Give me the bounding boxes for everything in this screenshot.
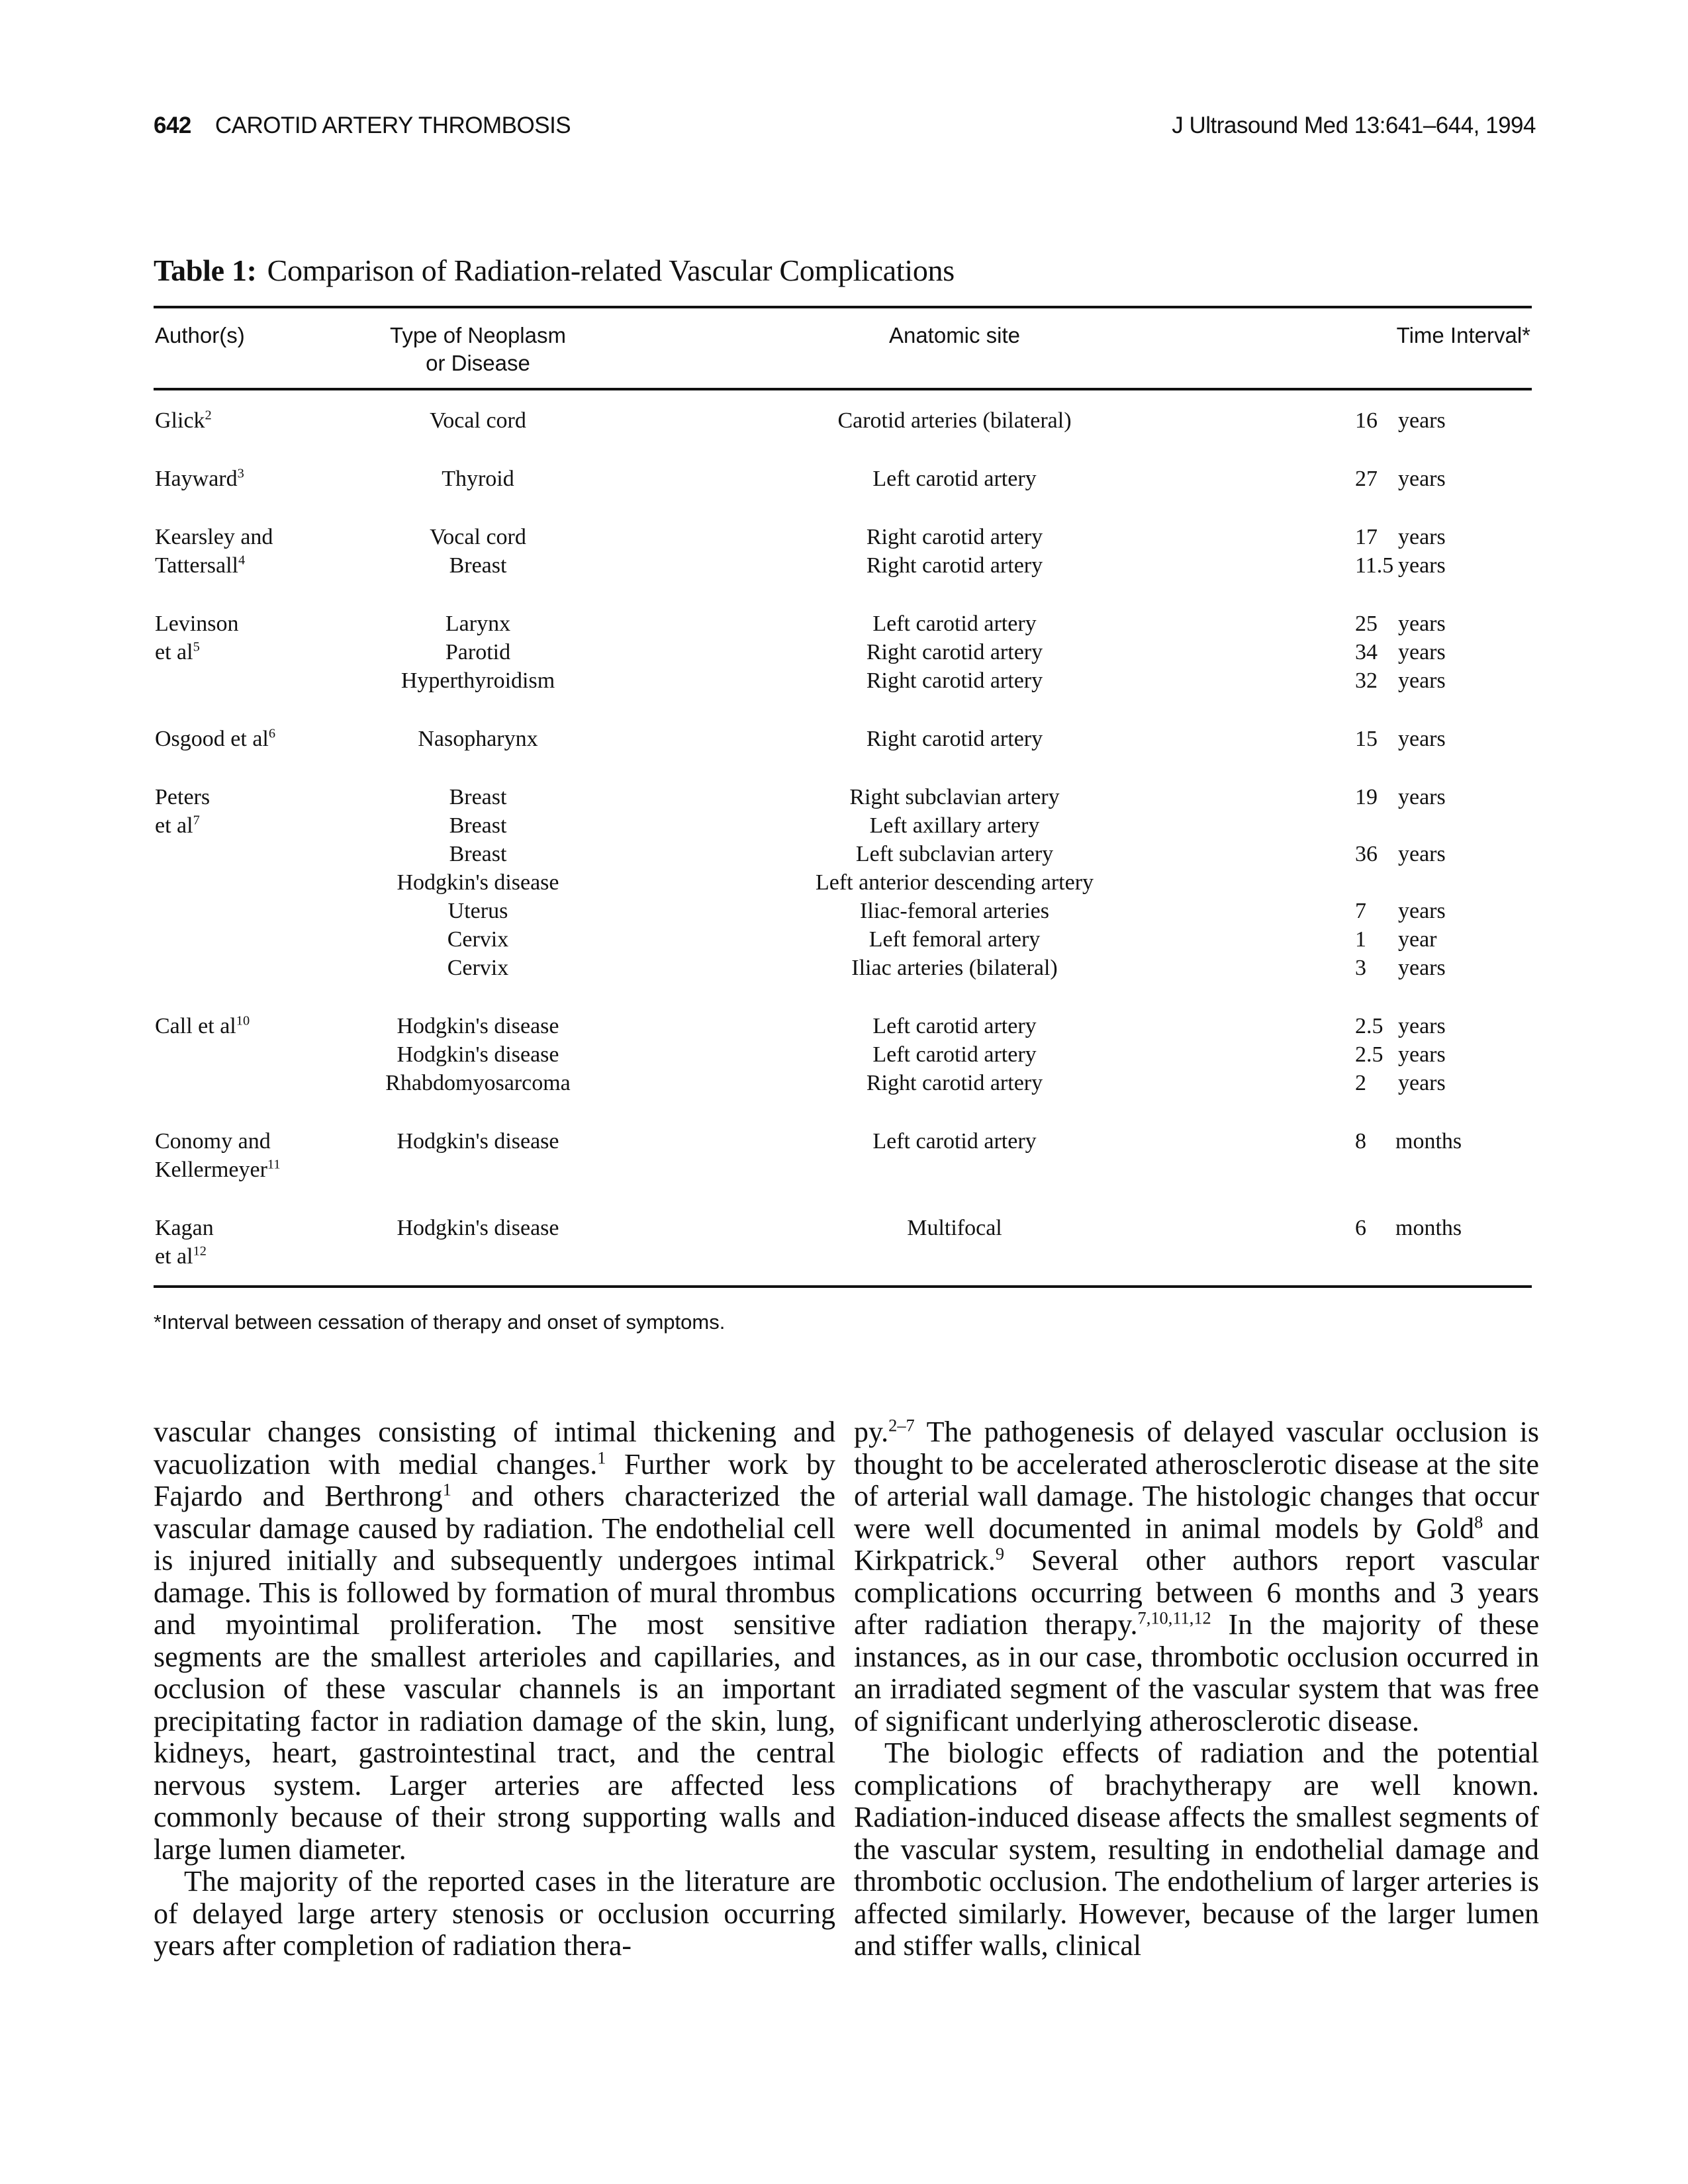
anatomic-site-cell: Left carotid artery: [872, 1129, 1037, 1154]
page-number: 642: [154, 113, 191, 138]
interval-value-cell: 11.5: [1355, 553, 1394, 578]
interval-unit-cell: years: [1398, 525, 1446, 549]
body-column-right: [854, 1416, 1539, 1962]
neoplasm-type-cell: Hodgkin's disease: [397, 1014, 559, 1038]
table-body: [154, 406, 1532, 1285]
header-type-line2: or Disease: [426, 351, 530, 375]
interval-value-cell: 27: [1355, 467, 1378, 491]
header-type-line1: Type of Neoplasm: [390, 323, 566, 347]
table-row-group: [154, 725, 1532, 753]
neoplasm-type-cell: Uterus: [447, 899, 508, 923]
anatomic-site-cell: Right carotid artery: [866, 553, 1043, 578]
neoplasm-type-cell: Thyroid: [442, 467, 514, 491]
anatomic-site-cell: Left anterior descending artery: [815, 870, 1094, 895]
interval-value-cell: 3: [1355, 956, 1366, 980]
author-cell: et $al^7$: [155, 813, 200, 838]
interval-value-cell: 16: [1355, 408, 1378, 433]
table-row: [154, 1069, 1532, 1097]
interval-unit-cell: years: [1398, 956, 1446, 980]
table-row: [154, 925, 1532, 954]
author-cell: Levinson: [155, 612, 239, 636]
table-row: [154, 406, 1532, 435]
body-column-left: [154, 1416, 835, 1962]
interval-value-cell: 2.5: [1355, 1014, 1383, 1038]
citation-superscript: 9: [995, 1543, 1005, 1564]
table-footnote: *Interval between cessation of therapy and onset of symptoms.: [154, 1310, 726, 1334]
interval-value-cell: 15: [1355, 727, 1378, 751]
interval-value-cell: 17: [1355, 525, 1378, 549]
header-type: [379, 322, 577, 377]
neoplasm-type-cell: Hodgkin's disease: [397, 1216, 559, 1240]
neoplasm-type-cell: Breast: [449, 553, 507, 578]
interval-unit-cell: years: [1398, 612, 1446, 636]
interval-unit-cell: years: [1398, 842, 1446, 866]
neoplasm-type-cell: Breast: [449, 785, 507, 809]
comparison-table: [154, 306, 1532, 1288]
table-row-group: [154, 1012, 1532, 1097]
anatomic-site-cell: Left carotid artery: [872, 467, 1037, 491]
section-title: CAROTID ARTERY THROMBOSIS: [214, 113, 571, 138]
neoplasm-type-cell: Vocal cord: [430, 525, 526, 549]
anatomic-site-cell: Right subclavian artery: [849, 785, 1060, 809]
neoplasm-type-cell: Hyperthyroidism: [400, 668, 555, 693]
interval-value-cell: 2: [1355, 1071, 1366, 1095]
reference-superscript: 11: [267, 1157, 281, 1172]
anatomic-site-cell: Multifocal: [907, 1216, 1002, 1240]
neoplasm-type-cell: Hodgkin's disease: [397, 870, 559, 895]
neoplasm-type-cell: Nasopharynx: [418, 727, 538, 751]
author-cell: Call et $al^{10}$: [155, 1013, 250, 1038]
interval-unit-cell: years: [1398, 1042, 1446, 1067]
table-label: Table 1:: [154, 253, 257, 287]
table-row-group: [154, 1214, 1532, 1271]
table-row: [154, 725, 1532, 753]
table-row-group: [154, 465, 1532, 493]
neoplasm-type-cell: Hodgkin's disease: [397, 1042, 559, 1067]
neoplasm-type-cell: Cervix: [447, 927, 509, 952]
table-row: [154, 1214, 1532, 1242]
neoplasm-type-cell: Parotid: [445, 640, 511, 664]
author-cell: et $al^{12}$: [155, 1244, 207, 1269]
table-row: [154, 868, 1532, 897]
table-header: [154, 308, 1532, 388]
citation-superscript: 7,10,11,12: [1137, 1608, 1211, 1628]
table-row: [154, 523, 1532, 551]
interval-unit-cell: years: [1398, 785, 1446, 809]
neoplasm-type-cell: Vocal cord: [430, 408, 526, 433]
running-head: [154, 113, 1536, 139]
interval-unit-cell: year: [1398, 927, 1437, 952]
table-row: [154, 840, 1532, 868]
table-row: [154, 1242, 1532, 1271]
anatomic-site-cell: Left carotid artery: [872, 1014, 1037, 1038]
table-row: [154, 1127, 1532, 1156]
table-row-group: [154, 1127, 1532, 1184]
interval-unit-cell: months: [1395, 1216, 1462, 1240]
interval-value-cell: 2.5: [1355, 1042, 1383, 1067]
interval-value-cell: 19: [1355, 785, 1378, 809]
interval-unit-cell: years: [1398, 640, 1446, 664]
interval-unit-cell: months: [1395, 1129, 1462, 1154]
reference-superscript: 5: [193, 639, 200, 655]
table-row: [154, 1040, 1532, 1069]
interval-unit-cell: years: [1398, 1014, 1446, 1038]
interval-unit-cell: years: [1398, 727, 1446, 751]
interval-value-cell: 36: [1355, 842, 1378, 866]
author-cell: Glick$^2$: [155, 408, 212, 433]
anatomic-site-cell: Right carotid artery: [866, 668, 1043, 693]
reference-superscript: 10: [236, 1013, 250, 1028]
table-header-rule: [154, 388, 1532, 390]
table-row: [154, 1012, 1532, 1040]
anatomic-site-cell: Iliac-femoral arteries: [860, 899, 1049, 923]
anatomic-site-cell: Right carotid artery: [866, 1071, 1043, 1095]
anatomic-site-cell: Right carotid artery: [866, 727, 1043, 751]
interval-unit-cell: years: [1398, 899, 1446, 923]
neoplasm-type-cell: Rhabdomyosarcoma: [385, 1071, 571, 1095]
interval-value-cell: 34: [1355, 640, 1378, 664]
author-cell: Peters: [155, 785, 211, 809]
reference-superscript: 2: [205, 408, 212, 423]
interval-value-cell: 6: [1355, 1216, 1366, 1240]
body-paragraph: vascular changes consisting of intimal thickening and vacuolization with medial changes.$^1$ Further work by Fajardo and Berthrong$^1$ and others characterized the vascular damage caused by radiation. The endothelial cell is injured initially and subsequently undergoes intimal damage. This is followed by formation of mural thrombus and myointimal proliferation. The most sensitive segments are the smallest arterioles and capillaries, and occlusion of these vascular channels is an important precipitating factor in radiation damage of the skin, lung, kidneys, heart, gastrointestinal tract, and the central nervous system. Larger arteries are affected less commonly because of their strong supporting walls and large lumen diameter.: [154, 1416, 835, 1866]
neoplasm-type-cell: Larynx: [445, 612, 511, 636]
table-row: [154, 610, 1532, 638]
table-row: [154, 954, 1532, 982]
author-cell: Tattersall$^4$: [155, 553, 246, 578]
table-row: [154, 666, 1532, 695]
table-row: [154, 811, 1532, 840]
table-row: [154, 1156, 1532, 1184]
interval-value-cell: 8: [1355, 1129, 1366, 1154]
author-cell: Kearsley and: [155, 525, 273, 549]
body-paragraph: The biologic effects of radiation and the potential complications of brachytherapy are well known. Radiation-induced disease affects the smallest segments of the vascular system, resulting in endothelial damage and thrombotic occlusion. The endothelium of larger arteries is affected similarly. However, because of the larger lumen and stiffer walls, clinical: [854, 1737, 1539, 1962]
citation-superscript: 1: [597, 1447, 606, 1467]
anatomic-site-cell: Left femoral artery: [868, 927, 1041, 952]
header-site: Anatomic site: [888, 323, 1021, 347]
table-row: [154, 465, 1532, 493]
running-head-left: [154, 113, 571, 139]
table-row: [154, 638, 1532, 666]
author-cell: Hayward$^3$: [155, 466, 244, 491]
author-cell: Osgood et $al^6$: [155, 726, 276, 751]
anatomic-site-cell: Left carotid artery: [872, 612, 1037, 636]
neoplasm-type-cell: Breast: [449, 813, 507, 838]
table-title: Comparison of Radiation-related Vascular Complications: [267, 253, 955, 287]
reference-superscript: 6: [268, 726, 276, 741]
reference-superscript: 7: [193, 813, 200, 828]
table-row: [154, 897, 1532, 925]
citation-superscript: 1: [442, 1479, 451, 1500]
reference-superscript: 4: [238, 553, 246, 568]
anatomic-site-cell: Left subclavian artery: [855, 842, 1054, 866]
neoplasm-type-cell: Cervix: [447, 956, 509, 980]
body-paragraph: py.$^{2-7}$ The pathogenesis of delayed vascular occlusion is thought to be accelerated atherosclerotic disease at the site of arterial wall damage. The histologic changes that occur were well documented in animal models by Gold$^8$ and Kirkpatrick.$^9$ Several other authors report vascular complications occurring between 6 months and 3 years after radiation therapy.$^{7,10,11,12}$ In the majority of these instances, as in our case, thrombotic occlusion occurred in an irradiated segment of the vascular system that was free of significant underlying atherosclerotic disease.: [854, 1415, 1540, 1737]
anatomic-site-cell: Carotid arteries (bilateral): [837, 408, 1072, 433]
interval-value-cell: 32: [1355, 668, 1378, 693]
table-row: [154, 551, 1532, 580]
interval-value-cell: 7: [1355, 899, 1366, 923]
interval-unit-cell: years: [1398, 553, 1446, 578]
header-author: Author(s): [155, 323, 245, 347]
citation-superscript: 2–7: [888, 1415, 915, 1435]
interval-unit-cell: years: [1398, 668, 1446, 693]
table-row-group: [154, 406, 1532, 435]
anatomic-site-cell: Left carotid artery: [872, 1042, 1037, 1067]
anatomic-site-cell: Right carotid artery: [866, 640, 1043, 664]
citation-superscript: 8: [1474, 1511, 1483, 1531]
neoplasm-type-cell: Hodgkin's disease: [397, 1129, 559, 1154]
journal-citation: J Ultrasound Med 13:641–644, 1994: [1172, 113, 1536, 138]
table-caption: [154, 253, 955, 288]
interval-value-cell: 25: [1355, 612, 1378, 636]
table-row-group: [154, 523, 1532, 580]
author-cell: Kagan: [155, 1216, 214, 1240]
anatomic-site-cell: Iliac arteries (bilateral): [851, 956, 1058, 980]
reference-superscript: 3: [237, 466, 244, 481]
table-bottom-spacer: [154, 1271, 1532, 1285]
interval-unit-cell: years: [1398, 408, 1446, 433]
interval-unit-cell: years: [1398, 1071, 1446, 1095]
table-bottom-rule: [154, 1285, 1532, 1288]
table-row-group: [154, 610, 1532, 695]
author-cell: Conomy and: [155, 1129, 271, 1154]
anatomic-site-cell: Right carotid artery: [866, 525, 1043, 549]
table-row-group: [154, 783, 1532, 982]
author-cell: Kellermeyer$^{11}$: [155, 1157, 281, 1182]
interval-value-cell: 1: [1355, 927, 1366, 952]
interval-unit-cell: years: [1398, 467, 1446, 491]
table-row: [154, 783, 1532, 811]
body-paragraph: The majority of the reported cases in the literature are of delayed large artery stenosis or occlusion occurring years after completion of radiation thera-: [154, 1865, 835, 1962]
reference-superscript: 12: [193, 1244, 207, 1259]
neoplasm-type-cell: Breast: [449, 842, 507, 866]
author-cell: et $al^5$: [155, 639, 200, 664]
header-time-interval: Time Interval*: [1396, 323, 1530, 347]
anatomic-site-cell: Left axillary artery: [869, 813, 1040, 838]
